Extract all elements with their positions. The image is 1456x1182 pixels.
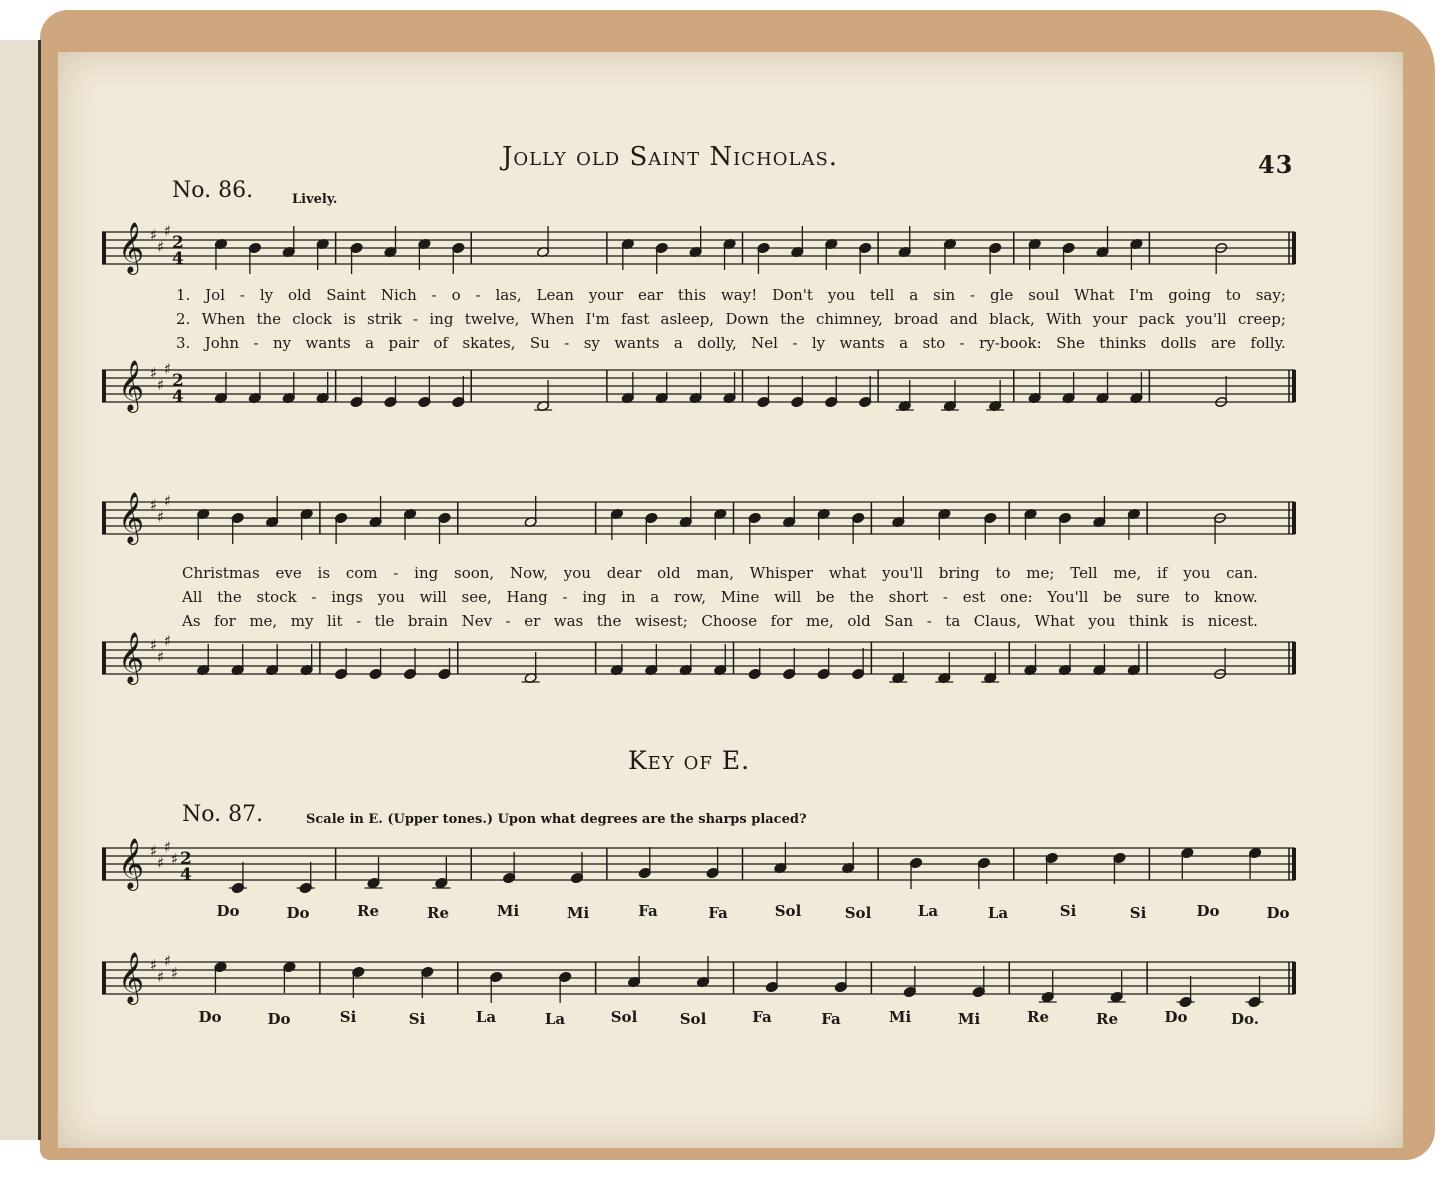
lyric-word: broad (894, 310, 939, 328)
lyric-word: - (475, 286, 481, 304)
lyric-word: say; (1255, 286, 1286, 304)
lyric-word: Lean (536, 286, 574, 304)
lyric-word: las, (495, 286, 522, 304)
sharp-icon: ♯ (164, 222, 172, 240)
lyric-word: San (884, 612, 914, 630)
verse-1-line-1 (176, 286, 1286, 308)
lyric-word: ly (259, 286, 274, 304)
lyric-word: tell (869, 286, 895, 304)
lyric-word: soul (1028, 286, 1060, 304)
lyric-word: Mine (720, 588, 760, 606)
lyric-word: the (256, 310, 282, 328)
key-heading: Key of E. (628, 746, 751, 775)
lyric-word: me; (1026, 564, 1055, 582)
lyric-word: - (356, 612, 362, 630)
lyric-word: asleep, (660, 310, 715, 328)
lyric-word: wants (839, 334, 885, 352)
verse-block-2 (182, 562, 1258, 632)
time-signature-top: 2 (172, 233, 184, 253)
lyric-word: I'm (585, 310, 610, 328)
barline-start (102, 848, 106, 880)
song-number: No. 86. (172, 178, 254, 203)
lyric-word: 2. (176, 310, 191, 328)
lyric-word: ings (331, 588, 363, 606)
lyric-word: gle (989, 286, 1014, 304)
lyric-word: 1. (176, 286, 191, 304)
lyric-word: wisest; (634, 612, 688, 630)
lyric-word: Jol (205, 286, 226, 304)
lyric-word: What (1034, 612, 1075, 630)
solfege-syllable: Si (1059, 902, 1077, 920)
lyric-word: me, (249, 612, 278, 630)
lyric-word: dolls (1160, 334, 1197, 352)
lyric-word: o (451, 286, 461, 304)
lyric-word: in (621, 588, 636, 606)
lyric-word: ly (811, 334, 826, 352)
treble-clef-icon: 𝄞 (118, 952, 145, 1003)
lyric-word: will (774, 588, 802, 606)
lyric-word: - (505, 612, 511, 630)
time-signature-bottom: 4 (172, 387, 184, 407)
lyric-word: be (816, 588, 835, 606)
lyric-word: Saint (326, 286, 366, 304)
sharp-icon: ♯ (150, 636, 158, 654)
solfege-syllable: Mi (888, 1008, 912, 1026)
lyric-word: thinks (1099, 334, 1147, 352)
lyric-word: - (393, 564, 399, 582)
solfege-syllable: Mi (957, 1010, 981, 1028)
solfege-syllable: Do. (1231, 1010, 1259, 1028)
lyric-word: to (995, 564, 1011, 582)
sharp-icon: ♯ (150, 226, 158, 244)
lyric-word: to (1184, 588, 1200, 606)
lyric-word: Nich (380, 286, 417, 304)
lyric-word: est (962, 588, 986, 606)
solfege-syllable: La (544, 1010, 566, 1028)
lyric-word: - (942, 588, 948, 606)
lyric-word: ing (429, 310, 454, 328)
lyric-word: you (377, 588, 405, 606)
page (58, 52, 1403, 1148)
lyric-word: know. (1214, 588, 1258, 606)
lyric-word: Tell (1070, 564, 1098, 582)
lyric-word: the (217, 588, 242, 606)
lyric-word: a (365, 334, 375, 352)
lyric-word: you'll (1185, 310, 1227, 328)
lyric-word: - (792, 334, 798, 352)
song-staff-1-treble (100, 222, 1300, 284)
lyric-word: can. (1226, 564, 1258, 582)
lyric-word: Whisper (749, 564, 814, 582)
lyric-word: your (588, 286, 624, 304)
lyric-word: you (1088, 612, 1116, 630)
lyric-word: sure (1136, 588, 1170, 606)
lyric-word: eve (275, 564, 302, 582)
solfege-syllable: La (917, 902, 939, 920)
lyric-word: ing (582, 588, 607, 606)
barline-start (102, 502, 106, 534)
sharp-icon: ♯ (150, 364, 158, 382)
barline-start (102, 962, 106, 994)
lyric-word: - (562, 588, 568, 606)
lyric-word: old (657, 564, 681, 582)
lyric-word: Now, (510, 564, 548, 582)
sharp-icon: ♯ (164, 952, 172, 970)
lyric-word: are (1210, 334, 1236, 352)
lyric-word: - (959, 334, 965, 352)
lyric-word: you'll (882, 564, 923, 582)
lyric-word: wants (305, 334, 351, 352)
solfege-syllable: Re (1095, 1010, 1119, 1028)
lyric-word: - (970, 286, 976, 304)
lyric-word: Choose (701, 612, 758, 630)
song-staff-2-treble (100, 492, 1300, 554)
solfege-syllable: Do (1196, 902, 1220, 920)
sharp-icon: ♯ (150, 842, 158, 860)
lyric-word: What (1074, 286, 1115, 304)
sharp-icon: ♯ (157, 376, 165, 394)
lyric-word: stock (256, 588, 297, 606)
verse-1-line-2 (182, 564, 1258, 586)
lyric-word: Claus, (973, 612, 1022, 630)
lyric-word: of (433, 334, 448, 352)
lyric-word: chimney, (815, 310, 883, 328)
time-signature-bottom: 4 (180, 865, 192, 885)
lyric-word: John (204, 334, 240, 352)
verse-3-line-2 (182, 612, 1258, 634)
solfege-syllable: Do (216, 902, 240, 920)
lyric-word: man, (696, 564, 734, 582)
sharp-icon: ♯ (164, 838, 172, 856)
barline-end-thick (1292, 962, 1296, 994)
sharp-icon: ♯ (157, 968, 165, 986)
sharp-icon: ♯ (164, 492, 172, 510)
lyric-word: soon, (454, 564, 495, 582)
lyric-word: - (239, 286, 245, 304)
solfege-syllable: Mi (566, 904, 590, 922)
sharp-icon: ♯ (157, 854, 165, 872)
verse-block-1 (176, 284, 1286, 354)
barline-end-thick (1292, 848, 1296, 880)
lyric-word: what (828, 564, 867, 582)
lyric-word: ing (414, 564, 439, 582)
lyric-word: be (1103, 588, 1122, 606)
barline-start (102, 370, 106, 402)
lyric-word: With (1046, 310, 1082, 328)
barline-end-thick (1292, 642, 1296, 674)
tempo-marking: Lively. (292, 192, 338, 207)
lyric-word: a (673, 334, 683, 352)
lyric-word: me, (1113, 564, 1142, 582)
lyric-word: is (343, 310, 356, 328)
lyric-word: a (909, 286, 919, 304)
lyric-word: Hang (506, 588, 548, 606)
song-staff-1-lower (100, 360, 1300, 432)
lyric-word: bring (938, 564, 980, 582)
sharp-icon: ♯ (157, 648, 165, 666)
lyric-word: dolly, (697, 334, 737, 352)
barline-end-thick (1292, 370, 1296, 402)
lyric-word: creep; (1237, 310, 1286, 328)
lyric-word: folly. (1250, 334, 1286, 352)
lyric-word: a (650, 588, 660, 606)
lyric-word: short (888, 588, 929, 606)
lyric-word: I'm (1129, 286, 1154, 304)
lyric-word: When (201, 310, 246, 328)
verse-2-line-1 (176, 310, 1286, 332)
lyric-word: Su (529, 334, 550, 352)
lyric-word: - (926, 612, 932, 630)
lyric-word: you (827, 286, 855, 304)
lyric-word: for (770, 612, 793, 630)
lyric-word: the (780, 310, 805, 328)
solfege-syllable: Fa (638, 902, 658, 920)
lyric-word: Christmas (182, 564, 260, 582)
solfege-syllable: Fa (752, 1008, 772, 1026)
treble-clef-icon: 𝄞 (118, 222, 145, 273)
solfege-syllable: Do (1266, 904, 1290, 922)
lyric-word: sto (922, 334, 946, 352)
lyric-word: and (949, 310, 978, 328)
lyric-word: dear (606, 564, 642, 582)
lyric-word: Down (725, 310, 769, 328)
solfege-syllable: Mi (496, 902, 520, 920)
lyric-word: - (564, 334, 570, 352)
lyric-word: if (1157, 564, 1168, 582)
lyric-word: nicest. (1207, 612, 1258, 630)
lyric-word: wants (614, 334, 660, 352)
barline-start (102, 232, 106, 264)
lyric-word: twelve, (464, 310, 520, 328)
time-signature-bottom: 4 (172, 249, 184, 269)
lyric-word: When (530, 310, 575, 328)
song-staff-2-lower (100, 632, 1300, 704)
sharp-icon: ♯ (171, 850, 179, 868)
verse-2-line-2 (182, 588, 1258, 610)
lyric-word: skates, (462, 334, 516, 352)
verse-3-line-1 (176, 334, 1286, 356)
lyric-word: sy (583, 334, 600, 352)
left-page-edge (0, 40, 41, 1140)
treble-clef-icon: 𝄞 (118, 360, 145, 411)
lyric-word: will (419, 588, 447, 606)
sharp-icon: ♯ (157, 508, 165, 526)
sharp-icon: ♯ (164, 632, 172, 650)
lyric-word: ear (638, 286, 664, 304)
lyric-word: pair (388, 334, 419, 352)
lyric-word: tle (374, 612, 395, 630)
lyric-word: - (431, 286, 437, 304)
barline-end-thick (1292, 502, 1296, 534)
lyric-word: pack (1138, 310, 1175, 328)
solfege-syllable: Re (1026, 1008, 1050, 1026)
barline-end-thick (1292, 232, 1296, 264)
page-number: 43 (1258, 150, 1294, 179)
lyric-word: - (311, 588, 317, 606)
lyric-word: was (553, 612, 584, 630)
lyric-word: think (1128, 612, 1169, 630)
solfege-syllable: Si (408, 1010, 426, 1028)
lyric-word: ta (945, 612, 961, 630)
lyric-word: old (847, 612, 871, 630)
solfege-syllable: Do (198, 1008, 222, 1026)
lyric-word: going (1168, 286, 1211, 304)
lyric-word: Nel (751, 334, 778, 352)
solfege-syllable: Si (339, 1008, 357, 1026)
lyric-word: clock (292, 310, 332, 328)
solfege-syllable: Si (1129, 904, 1147, 922)
lyric-word: Don't (772, 286, 813, 304)
solfege-syllable: Do (267, 1010, 291, 1028)
descending-syllables (58, 1008, 1403, 1030)
solfege-syllable: Re (356, 902, 380, 920)
lyric-word: is (317, 564, 331, 582)
exercise-instruction: Scale in E. (Upper tones.) Upon what degrees are the sharps placed? (306, 812, 807, 827)
scale-staff-descending (100, 952, 1300, 1014)
sharp-icon: ♯ (164, 360, 172, 378)
lyric-word: to (1225, 286, 1241, 304)
lyric-word: - (413, 310, 419, 328)
sharp-icon: ♯ (171, 964, 179, 982)
exercise-number: No. 87. (182, 802, 264, 827)
lyric-word: row, (673, 588, 706, 606)
solfege-syllable: Re (426, 904, 450, 922)
barline-start (102, 642, 106, 674)
scale-staff-ascending (100, 838, 1300, 900)
lyric-word: the (849, 588, 874, 606)
lyric-word: black, (989, 310, 1035, 328)
solfege-syllable: Do (286, 904, 310, 922)
lyric-word: strik (367, 310, 402, 328)
lyric-word: a (899, 334, 909, 352)
lyric-word: - (253, 334, 259, 352)
lyric-word: er (524, 612, 541, 630)
ascending-syllables (58, 902, 1403, 924)
lyric-word: ny (272, 334, 292, 352)
sharp-icon: ♯ (150, 956, 158, 974)
lyric-word: you (563, 564, 591, 582)
solfege-syllable: Sol (610, 1008, 638, 1026)
sharp-icon: ♯ (150, 496, 158, 514)
solfege-syllable: Sol (844, 904, 872, 922)
sharp-icon: ♯ (157, 238, 165, 256)
lyric-word: All (182, 588, 203, 606)
lyric-word: sin (933, 286, 956, 304)
time-signature-top: 2 (180, 849, 192, 869)
solfege-syllable: Sol (679, 1010, 707, 1028)
lyric-word: you (1183, 564, 1211, 582)
lyric-word: for (214, 612, 236, 630)
lyric-word: 3. (176, 334, 191, 352)
song-title: Jolly old Saint Nicholas. (502, 142, 839, 172)
lyric-word: Nev (461, 612, 493, 630)
lyric-word: the (596, 612, 622, 630)
lyric-word: see, (461, 588, 492, 606)
solfege-syllable: Fa (708, 904, 728, 922)
solfege-syllable: Sol (774, 902, 802, 920)
lyric-word: com (345, 564, 378, 582)
treble-clef-icon: 𝄞 (118, 838, 145, 889)
lyric-word: ry-book: (979, 334, 1042, 352)
solfege-syllable: Fa (821, 1010, 841, 1028)
solfege-syllable: Do (1164, 1008, 1188, 1026)
lyric-word: You'll (1047, 588, 1089, 606)
solfege-syllable: La (987, 904, 1009, 922)
treble-clef-icon: 𝄞 (118, 492, 145, 543)
lyric-word: As (182, 612, 201, 630)
lyric-word: She (1056, 334, 1085, 352)
lyric-word: this (677, 286, 707, 304)
lyric-word: is (1181, 612, 1195, 630)
lyric-word: one: (1000, 588, 1033, 606)
solfege-syllable: La (475, 1008, 497, 1026)
lyric-word: my (290, 612, 314, 630)
lyric-word: old (287, 286, 312, 304)
lyric-word: fast (621, 310, 650, 328)
lyric-word: your (1092, 310, 1128, 328)
lyric-word: lit (326, 612, 343, 630)
lyric-word: way! (720, 286, 758, 304)
lyric-word: brain (407, 612, 449, 630)
treble-clef-icon: 𝄞 (118, 632, 145, 683)
time-signature-top: 2 (172, 371, 184, 391)
lyric-word: me, (805, 612, 834, 630)
